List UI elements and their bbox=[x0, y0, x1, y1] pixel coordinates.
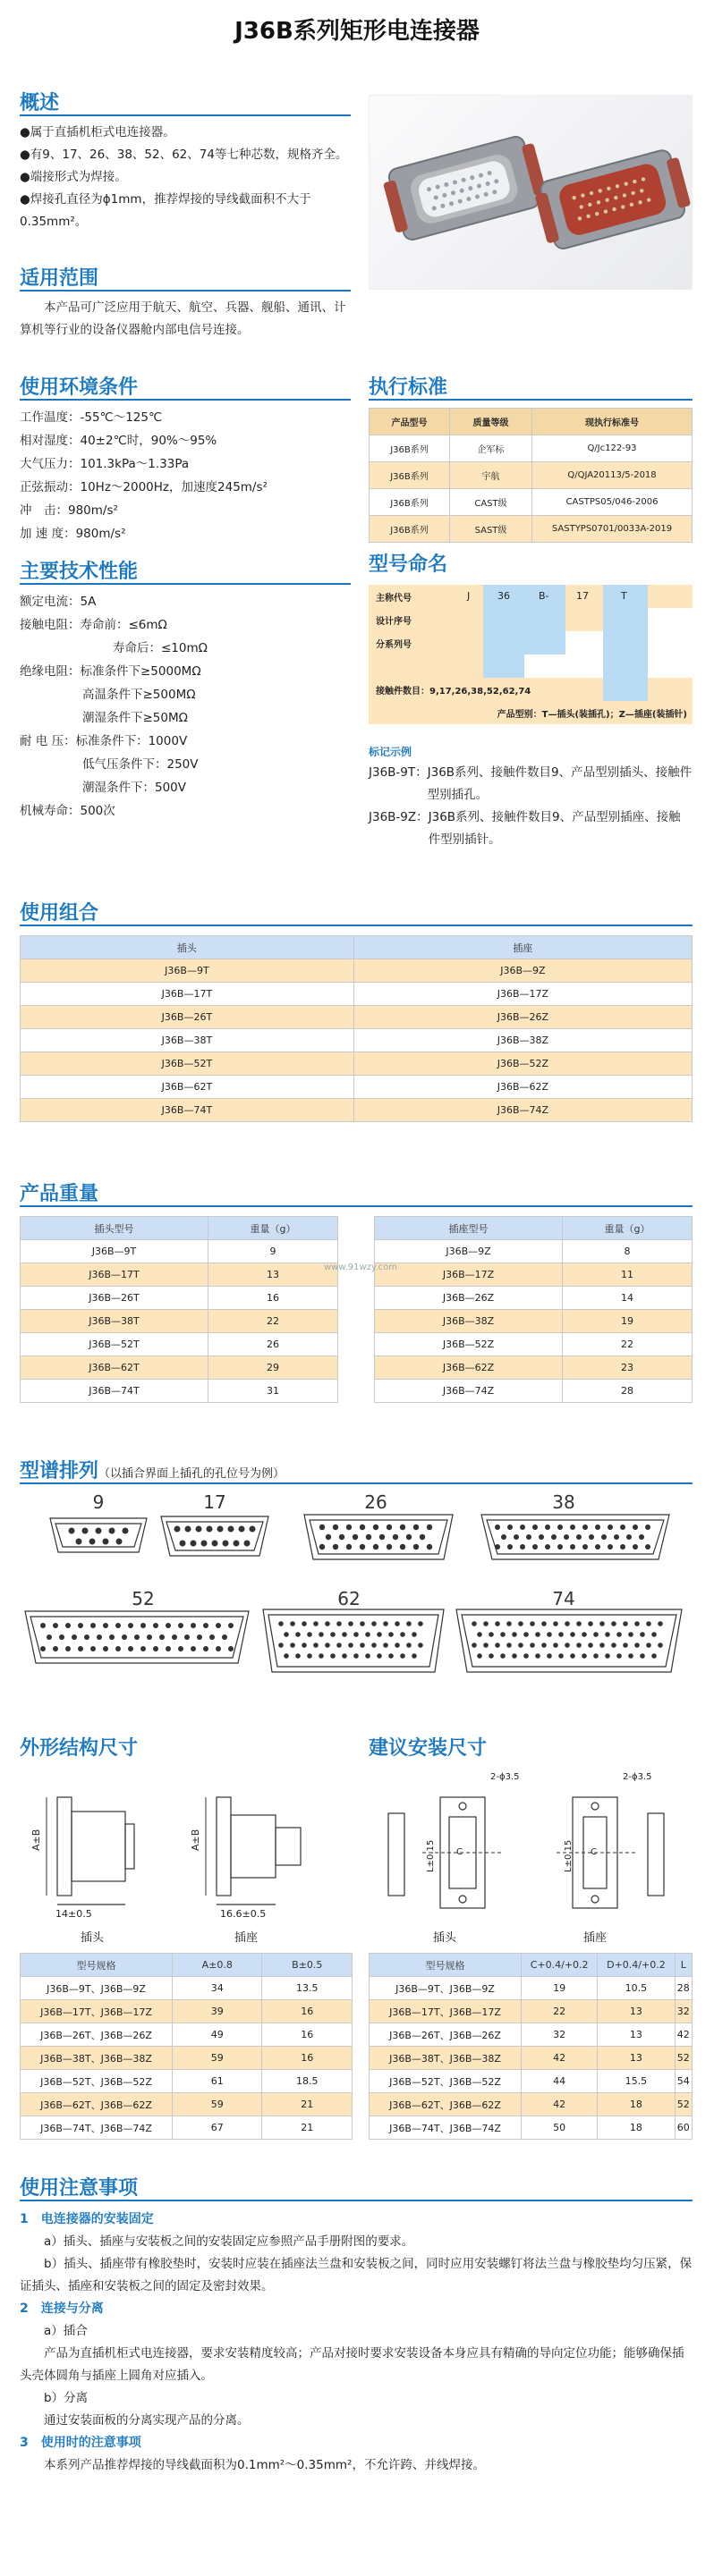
tech-line: 高温条件下≥500MΩ bbox=[82, 688, 196, 702]
combo-rule bbox=[20, 925, 693, 926]
pattern-rule bbox=[20, 1482, 693, 1484]
table-row: J36B—9T、J36B—9Z 34 13.5 bbox=[21, 1977, 353, 2000]
table-row: J36B—17T 13 bbox=[21, 1263, 338, 1287]
outline-label-plug: 插头 bbox=[81, 1931, 105, 1945]
combo-table bbox=[20, 935, 693, 1122]
connector-photo-illustration bbox=[370, 96, 693, 290]
tech-rule bbox=[20, 583, 351, 585]
tech-line: 潮湿条件下：500V bbox=[82, 781, 187, 795]
model-heading: 型号命名 bbox=[369, 553, 448, 576]
table-row: J36B—26Z 14 bbox=[375, 1287, 693, 1310]
note-text: 通过安装面板的分离实现产品的分离。 bbox=[44, 2413, 250, 2428]
table-row: J36B—74T、J36B—74Z 67 21 bbox=[21, 2116, 353, 2140]
environment-row: 冲 击：980m/s² bbox=[20, 503, 118, 518]
table-row: J36B—38T J36B—38Z bbox=[21, 1029, 693, 1052]
table-row: J36B—9T 9 bbox=[21, 1240, 338, 1263]
standard-heading: 执行标准 bbox=[369, 376, 448, 399]
pin-pattern-diagrams bbox=[0, 1491, 714, 1760]
pattern-label-74: 74 bbox=[552, 1588, 575, 1609]
environment-row: 工作温度：-55℃～125℃ bbox=[20, 410, 163, 425]
environment-row: 相对湿度：40±2℃时，90%～95% bbox=[20, 434, 217, 448]
install-heading: 建议安装尺寸 bbox=[369, 1737, 488, 1760]
outline-drawing bbox=[20, 1770, 351, 1922]
install-hole-plug: 2-ϕ3.5 bbox=[490, 1772, 520, 1782]
tech-line: 机械寿命：500次 bbox=[20, 804, 115, 818]
table-row: J36B—62T 29 bbox=[21, 1356, 338, 1380]
table-header-row: 插头型号 重量（g） bbox=[21, 1217, 338, 1240]
pattern-label-26: 26 bbox=[364, 1491, 387, 1513]
standard-rule bbox=[369, 399, 693, 401]
table-row: J36B—26T、J36B—26Z 32 13 42 bbox=[370, 2023, 693, 2047]
install-hole-socket: 2-ϕ3.5 bbox=[623, 1772, 652, 1782]
install-label-plug: 插头 bbox=[433, 1931, 457, 1945]
model-label-count: 接触件数目：9,17,26,38,52,62,74 bbox=[376, 687, 531, 697]
tech-line: 潮湿条件下≥50MΩ bbox=[82, 711, 188, 725]
table-row: J36B—52T 26 bbox=[21, 1333, 338, 1356]
model-code-b: B- bbox=[539, 590, 549, 602]
note-text: 本系列产品推荐焊接的导线截面积为0.1mm²～0.35mm²，不允许跨、并线焊接。 bbox=[44, 2458, 485, 2472]
overview-bullet: ●焊接孔直径为ϕ1mm，推荐焊接的导线截面积不大于0.35mm²。 bbox=[20, 192, 311, 229]
environment-rule bbox=[20, 399, 351, 401]
weight-table-socket bbox=[374, 1216, 693, 1403]
scope-heading: 适用范围 bbox=[20, 267, 99, 290]
table-row: J36B—9T、J36B—9Z 19 10.5 28 bbox=[370, 1977, 693, 2000]
table-row: J36B—62T、J36B—62Z 59 21 bbox=[21, 2093, 353, 2116]
page-title: J36B系列矩形电连接器 bbox=[234, 18, 480, 45]
model-code-17: 17 bbox=[576, 590, 589, 602]
table-row: J36B—52T、J36B—52Z 61 18.5 bbox=[21, 2070, 353, 2093]
pattern-label-17: 17 bbox=[203, 1491, 226, 1513]
product-photo bbox=[369, 95, 693, 290]
tech-line: 耐 电 压：标准条件下：1000V bbox=[20, 734, 188, 748]
pattern-52 bbox=[25, 1611, 249, 1663]
table-row: J36B系列 企军标 Q/Jc122-93 bbox=[370, 435, 693, 462]
install-label-socket: 插座 bbox=[583, 1931, 608, 1945]
model-code-36: 36 bbox=[497, 590, 510, 602]
table-header-row: 插座型号 重量（g） bbox=[375, 1217, 693, 1240]
table-row: J36B—74T J36B—74Z bbox=[21, 1099, 693, 1122]
table-row: J36B—74T、J36B—74Z 50 18 60 bbox=[370, 2116, 693, 2140]
pattern-label-9: 9 bbox=[92, 1491, 105, 1513]
pattern-62 bbox=[263, 1609, 444, 1672]
environment-row: 正弦振动：10Hz～2000Hz，加速度245m/s² bbox=[20, 480, 268, 494]
table-row: J36B—38Z 19 bbox=[375, 1310, 693, 1333]
pattern-74 bbox=[456, 1609, 682, 1672]
example-heading: 标记示例 bbox=[369, 746, 412, 758]
model-diagram bbox=[369, 585, 693, 737]
table-row: J36B—62T、J36B—62Z 42 18 52 bbox=[370, 2093, 693, 2116]
tech-line: 低气压条件下：250V bbox=[82, 757, 199, 772]
pattern-title bbox=[20, 1456, 285, 1483]
table-row: J36B—52T、J36B—52Z 44 15.5 54 bbox=[370, 2070, 693, 2093]
table-row: J36B—38T 22 bbox=[21, 1310, 338, 1333]
table-row: J36B—38T、J36B—38Z 42 13 52 bbox=[370, 2047, 693, 2070]
scope-rule bbox=[20, 290, 351, 291]
table-row: J36B—9Z 8 bbox=[375, 1240, 693, 1263]
example-item: J36B-9T： J36B系列、接触件数目9、产品型别插头、接触件型别插孔。 bbox=[369, 765, 693, 802]
model-label-type: 产品型别：T—插头(装插孔)；Z—插座(装插针) bbox=[497, 710, 687, 720]
table-row: J36B—62Z 23 bbox=[375, 1356, 693, 1380]
model-code-t: T bbox=[621, 590, 627, 602]
pattern-9 bbox=[50, 1518, 147, 1552]
tech-list bbox=[20, 590, 360, 823]
standard-table bbox=[369, 408, 693, 543]
table-row: J36B—52Z 22 bbox=[375, 1333, 693, 1356]
notes-heading: 使用注意事项 bbox=[20, 2177, 139, 2200]
note-text: b）分离 bbox=[44, 2391, 89, 2405]
install-drawing bbox=[369, 1770, 693, 1922]
table-row: J36B—17T、J36B—17Z 39 16 bbox=[21, 2000, 353, 2023]
overview-bullet: ●属于直插机柜式电连接器。 bbox=[20, 125, 175, 139]
pattern-area bbox=[0, 1491, 714, 1760]
weight-table-plug bbox=[20, 1216, 338, 1403]
environment-row: 加 速 度：980m/s² bbox=[20, 527, 126, 541]
install-table bbox=[369, 1953, 693, 2140]
note-text: 产品为直插机柜式电连接器，要求安装精度较高；产品对接时要求安装设备本身应具有精确的导向定位功能；能够确保插头壳体圆角与插座上圆角对应插入。 bbox=[20, 2346, 684, 2383]
outline-label-socket: 插座 bbox=[234, 1931, 259, 1945]
note-text: b）插头、插座带有橡胶垫时，安装时应装在插座法兰盘和安装板之间，同时应用安装螺钉将法兰盘与橡胶垫均匀压紧，保证插头、插座和安装板之间的固定及密封效果。 bbox=[20, 2257, 693, 2293]
model-label-design: 设计序号 bbox=[376, 617, 412, 627]
environment-row: 大气压力：101.3kPa～1.33Pa bbox=[20, 457, 190, 471]
pattern-label-62: 62 bbox=[337, 1588, 361, 1609]
table-row: J36B—52T J36B—52Z bbox=[21, 1052, 693, 1076]
scope-text: 本产品可广泛应用于航天、航空、兵器、舰船、通讯、计算机等行业的设备仪器舱内部电信号连接。 bbox=[20, 300, 346, 337]
environment-list bbox=[20, 406, 360, 545]
combo-heading: 使用组合 bbox=[20, 902, 99, 925]
pattern-26 bbox=[304, 1515, 453, 1559]
install-dim-c: C bbox=[456, 1847, 463, 1857]
table-header-row: 插头 插座 bbox=[21, 936, 693, 959]
outline-dim-plug: 14±0.5 bbox=[55, 1908, 92, 1920]
table-row: J36B—17T、J36B—17Z 22 13 32 bbox=[370, 2000, 693, 2023]
weight-heading: 产品重量 bbox=[20, 1183, 99, 1205]
outline-dim-ab-plug: A±B bbox=[30, 1829, 42, 1851]
table-row: J36B—26T J36B—26Z bbox=[21, 1006, 693, 1029]
pattern-heading: 型谱排列 bbox=[20, 1460, 99, 1482]
install-dim-l-socket: L±0.15 bbox=[564, 1839, 574, 1872]
overview-heading: 概述 bbox=[20, 92, 60, 114]
table-row: J36B系列 SAST级 SASTYPS0701/0033A-2019 bbox=[370, 516, 693, 543]
table-row: J36B—74Z 28 bbox=[375, 1380, 693, 1403]
overview-rule bbox=[20, 114, 351, 116]
table-header-row: 型号规格 C+0.4/+0.2 D+0.4/+0.2 L bbox=[370, 1954, 693, 1977]
pattern-38 bbox=[481, 1515, 669, 1559]
pattern-label-52: 52 bbox=[132, 1588, 155, 1609]
outline-heading: 外形结构尺寸 bbox=[20, 1737, 139, 1760]
table-row: J36B—9T J36B—9Z bbox=[21, 959, 693, 983]
note-text: a）插合 bbox=[44, 2324, 88, 2338]
pattern-label-38: 38 bbox=[552, 1491, 575, 1513]
install-dim-c-socket: C bbox=[591, 1847, 597, 1857]
overview-bullet: ●有9、17、26、38、52、62、74等七种芯数，规格齐全。 bbox=[20, 148, 348, 162]
table-row: J36B—26T、J36B—26Z 49 16 bbox=[21, 2023, 353, 2047]
overview-bullet: ●端接形式为焊接。 bbox=[20, 170, 127, 184]
environment-heading: 使用环境条件 bbox=[20, 376, 139, 399]
note-section-1: 1 电连接器的安装固定 bbox=[20, 2212, 154, 2226]
example-list bbox=[369, 762, 693, 851]
table-row: J36B—17T J36B—17Z bbox=[21, 983, 693, 1006]
outline-dim-ab-socket: A±B bbox=[190, 1829, 201, 1851]
watermark: www.91wzy.com bbox=[324, 1263, 397, 1272]
table-row: J36B—17Z 11 bbox=[375, 1263, 693, 1287]
outline-dim-socket: 16.6±0.5 bbox=[220, 1908, 267, 1920]
table-row: J36B—74T 31 bbox=[21, 1380, 338, 1403]
notes-body bbox=[20, 2209, 693, 2477]
table-header-row: 型号规格 A±0.8 B±0.5 bbox=[21, 1954, 353, 1977]
pattern-subheading: （以插合界面上插孔的孔位号为例） bbox=[98, 1467, 285, 1481]
table-row: J36B系列 CAST级 CASTPS05/046-2006 bbox=[370, 489, 693, 516]
tech-heading: 主要技术性能 bbox=[20, 561, 139, 583]
table-row: J36B—26T 16 bbox=[21, 1287, 338, 1310]
weight-rule bbox=[20, 1205, 693, 1207]
model-label-series: 分系列号 bbox=[376, 640, 412, 650]
example-item: J36B-9Z： J36B系列、接触件数目9、产品型别插座、接触件型别插针。 bbox=[369, 810, 681, 847]
table-row: J36B系列 宇航 Q/QJA20113/5-2018 bbox=[370, 462, 693, 489]
table-row: J36B—38T、J36B—38Z 59 16 bbox=[21, 2047, 353, 2070]
note-section-3: 3 使用时的注意事项 bbox=[20, 2436, 141, 2450]
note-text: a）插头、插座与安装板之间的安装固定应参照产品手册附图的要求。 bbox=[44, 2234, 414, 2249]
model-label-main: 主称代号 bbox=[376, 594, 412, 604]
tech-line: 额定电流：5A bbox=[20, 595, 97, 609]
tech-line: 寿命后：≤10mΩ bbox=[113, 641, 208, 655]
outline-table bbox=[20, 1953, 353, 2140]
pattern-17 bbox=[161, 1516, 268, 1556]
tech-line: 接触电阻：寿命前：≤6mΩ bbox=[20, 618, 167, 632]
tech-line: 绝缘电阻：标准条件下≥5000MΩ bbox=[20, 664, 201, 679]
notes-rule bbox=[20, 2200, 693, 2201]
overview-list bbox=[20, 122, 351, 233]
table-row: J36B—62T J36B—62Z bbox=[21, 1076, 693, 1099]
note-section-2: 2 连接与分离 bbox=[20, 2302, 104, 2316]
table-header-row: 产品型号 质量等级 现执行标准号 bbox=[370, 409, 693, 435]
install-dim-l: L±0.15 bbox=[426, 1839, 436, 1872]
model-code-j: J bbox=[467, 590, 471, 602]
